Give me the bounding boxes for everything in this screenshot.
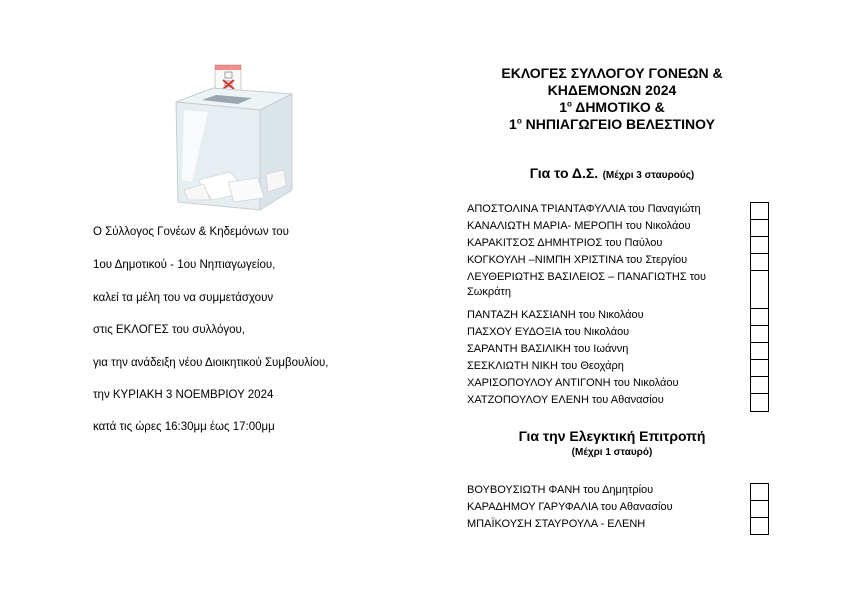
vote-checkbox[interactable] [750,325,769,342]
board-heading [462,165,762,183]
candidate-name: ΚΑΡΑΚΙΤΣΟΣ ΔΗΜΗΤΡΙΟΣ του Παύλου [467,237,663,249]
invitation-line: την ΚΥΡΙΑΚΗ 3 ΝΟΕΜΒΡΙΟΥ 2024 [93,389,274,401]
candidate-name: ΧΑΤΖΟΠΟΥΛΟΥ ΕΛΕΝΗ του Αθανασίου [467,394,664,406]
vote-checkbox[interactable] [750,359,769,376]
candidate-name: ΣΕΣΚΛΙΩΤΗ ΝΙΚΗ του Θεοχάρη [467,360,624,372]
board-heading-text: Για το Δ.Σ. [529,165,599,181]
vote-checkbox[interactable] [750,483,769,500]
title-line [462,116,762,133]
vote-checkbox[interactable] [750,308,769,325]
vote-checkbox[interactable] [750,376,769,393]
vote-checkbox[interactable] [750,236,769,253]
title-line: ΕΚΛΟΓΕΣ ΣΥΛΛΟΓΟΥ ΓΟΝΕΩΝ & [501,65,723,81]
board-heading-note: (Μέχρι 3 σταυρούς) [602,170,695,181]
invitation-line: 1ου Δημοτικού - 1ου Νηπιαγωγείου, [93,259,276,271]
title-text: ΔΗΜΟΤΙΚΟ & [571,99,665,115]
title-ordinal: ο [516,116,522,126]
ballot-title [462,65,762,133]
vote-checkbox[interactable] [750,393,769,412]
candidate-name: ΛΕΥΘΕΡΙΩΤΗΣ ΒΑΣΙΛΕΙΟΣ – ΠΑΝΑΓΙΩΤΗΣ του Σωκράτη [467,271,707,298]
audit-heading [462,428,762,458]
invitation-line: Ο Σύλλογος Γονέων & Κηδεμόνων του [93,226,289,238]
candidate-name: ΧΑΡΙΣΟΠΟΥΛΟΥ ΑΝΤΙΓΟΝΗ του Νικολάου [467,377,679,389]
candidate-name: ΒΟΥΒΟΥΣΙΩΤΗ ΦΑΝΗ του Δημητρίου [467,484,654,496]
title-line [462,99,762,116]
vote-checkbox[interactable] [750,270,769,308]
audit-heading-note: (Μέχρι 1 σταυρό) [571,447,653,458]
invitation-line: κατά τις ώρες 16:30μμ έως 17:00μμ [93,421,275,433]
invitation-line: για την ανάδειξη νέου Διοικητικού Συμβουλίου, [93,357,329,369]
candidate-name: ΣΑΡΑΝΤΗ ΒΑΣΙΛΙΚΗ του Ιωάννη [467,343,629,355]
audit-heading-text: Για την Ελεγκτική Επιτροπή [518,428,706,444]
invitation-line: στις ΕΚΛΟΓΕΣ του συλλόγου, [93,324,245,336]
candidate-name: ΠΑΝΤΑΖΗ ΚΑΣΣΙΑΝΗ του Νικολάου [467,309,644,321]
title-ordinal: ο [567,99,572,109]
vote-checkbox[interactable] [750,202,769,219]
candidate-name: ΚΑΡΑΔΗΜΟΥ ΓΑΡΥΦΑΛΙΑ του Αθανασίου [467,501,673,513]
candidate-name: ΚΟΓΚΟΥΛΗ –ΝΙΜΠΗ ΧΡΙΣΤΙΝΑ του Στεργίου [467,254,688,266]
vote-checkbox[interactable] [750,517,769,535]
vote-checkbox[interactable] [750,500,769,517]
invitation-line: καλεί τα μέλη του να συμμετάσχουν [93,292,274,304]
vote-checkbox[interactable] [750,219,769,236]
candidate-name: ΠΑΣΧΟΥ ΕΥΔΟΞΙΑ του Νικολάου [467,326,630,338]
vote-checkbox[interactable] [750,342,769,359]
title-number: 1 [559,99,567,115]
vote-checkbox[interactable] [750,253,769,270]
title-line: ΚΗΔΕΜΟΝΩΝ 2024 [547,82,677,98]
candidate-name: ΑΠΟΣΤΟΛΙΝΑ ΤΡΙΑΝΤΑΦΥΛΛΙΑ του Παναγιώτη [467,203,701,215]
title-text: ΝΗΠΙΑΓΩΓΕΙΟ ΒΕΛΕΣΤΙΝΟΥ [521,116,715,132]
candidate-name: ΚΑΝΑΛΙΩΤΗ ΜΑΡΙΑ- ΜΕΡΟΠΗ του Νικολάου [467,220,691,232]
ballot-box-icon [168,62,298,214]
candidate-name: ΜΠΑΪΚΟΥΣΗ ΣΤΑΥΡΟΥΛΑ - ΕΛΕΝΗ [467,518,646,530]
title-number: 1 [509,116,517,132]
